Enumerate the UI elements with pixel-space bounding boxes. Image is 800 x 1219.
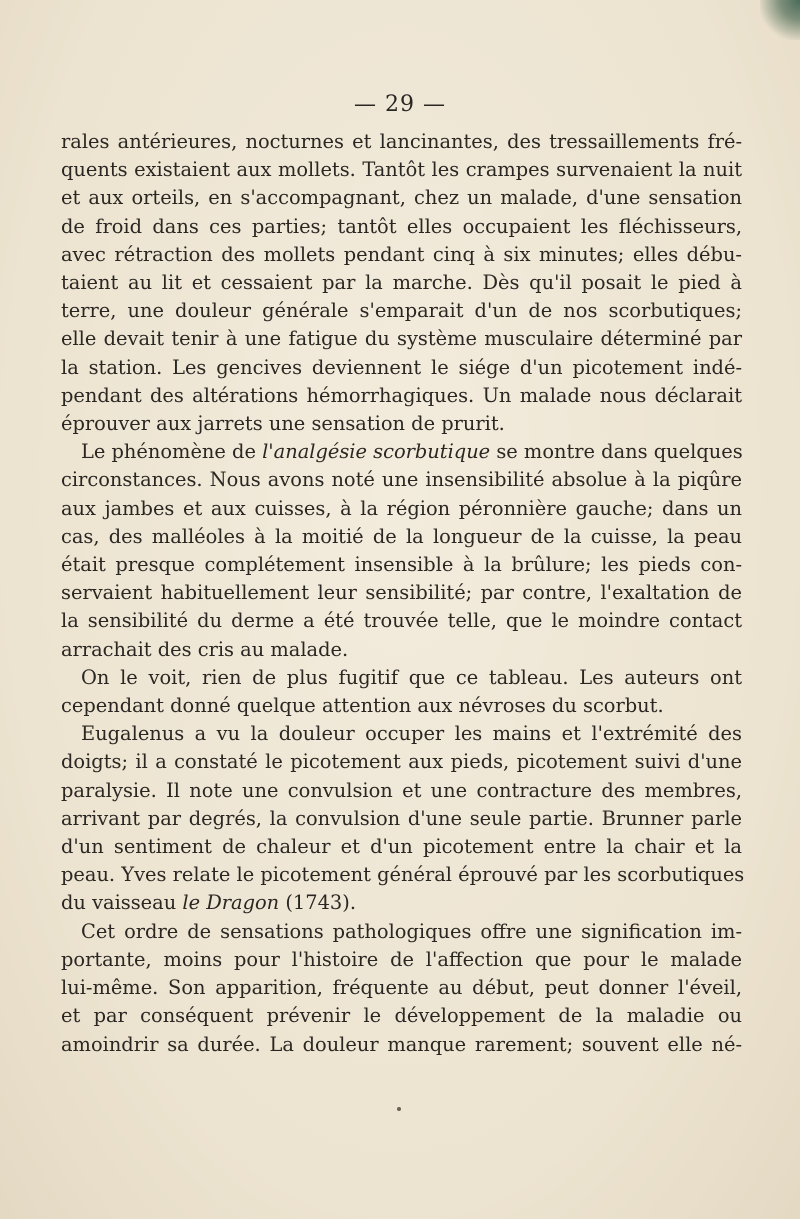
page-number: — 29 — [354, 92, 446, 117]
text-line: paralysie. Il note une convulsion et une contracture des membres, [61, 778, 742, 802]
text-line: lui-même. Son apparition, fréquente au début, peut donner l'éveil, [61, 976, 742, 1000]
text-line: et par conséquent prévenir le développement de la maladie ou [61, 1004, 742, 1028]
text-line: terre, une douleur générale s'emparait d'un de nos scorbutiques; [61, 299, 742, 323]
text-run: du vaisseau [61, 891, 183, 915]
text-run: se montre dans quelques [490, 440, 743, 464]
paragraph [61, 128, 742, 438]
text-line: d'un sentiment de chaleur et d'un picotement entre la chair et la [61, 835, 742, 859]
text-line [61, 889, 742, 917]
text-line: était presque complétement insensible à la brûlure; les pieds con- [61, 553, 742, 577]
text-line: avec rétraction des mollets pendant cinq à six minutes; elles débu- [61, 242, 742, 266]
corner-stain [760, 0, 800, 40]
text-line: Cet ordre de sensations pathologiques offre une signification im- [81, 919, 742, 943]
text-line: taient au lit et cessaient par la marche. Dès qu'il posait le pied à [61, 271, 742, 295]
text-line: servaient habituellement leur sensibilité; par contre, l'exaltation de [61, 581, 742, 605]
text-line: rales antérieures, nocturnes et lancinantes, des tressaillements fré- [61, 130, 742, 153]
text-line: elle devait tenir à une fatigue du système musculaire déterminé par [61, 327, 742, 351]
paragraph [61, 720, 745, 917]
text-line: doigts; il a constaté le picotement aux pieds, picotement suivi d'une [61, 750, 742, 774]
text-line: cas, des malléoles à la moitié de la longueur de la cuisse, la peau [61, 524, 742, 548]
text-line: aux jambes et aux cuisses, à la région péronnière gauche; dans un [61, 496, 742, 520]
body-text [61, 128, 745, 1059]
paragraph [61, 918, 742, 1059]
text-line [61, 438, 742, 466]
text-line: quents existaient aux mollets. Tantôt les crampes survenaient la nuit [61, 158, 742, 182]
text-line: Eugalenus a vu la douleur occuper les mains et l'extrémité des [81, 722, 742, 746]
text-line: pendant des altérations hémorrhagiques. Un malade nous déclarait [61, 383, 742, 407]
paragraph [61, 664, 742, 720]
text-line: de froid dans ces parties; tantôt elles occupaient les fléchisseurs, [61, 214, 742, 238]
text-line: arrivant par degrés, la convulsion d'une seule partie. Brunner parle [61, 806, 742, 830]
ink-spot [397, 1107, 401, 1111]
text-line: cependant donné quelque attention aux névroses du scorbut. [61, 694, 664, 718]
text-run: (1743). [279, 891, 356, 915]
text-line: portante, moins pour l'histoire de l'affection que pour le malade [61, 947, 742, 971]
text-line: arrachait des cris au malade. [61, 637, 349, 661]
text-line: amoindrir sa durée. La douleur manque rarement; souvent elle né- [61, 1032, 742, 1056]
text-line: la station. Les gencives deviennent le siége d'un picotement indé- [61, 355, 742, 379]
text-line: circonstances. Nous avons noté une insensibilité absolue à la piqûre [61, 468, 742, 492]
text-line: éprouver aux jarrets une sensation de prurit. [61, 412, 505, 436]
text-line: et aux orteils, en s'accompagnant, chez un malade, d'une sensation [61, 186, 742, 210]
text-run: Le phénomène de [81, 440, 263, 464]
text-line: la sensibilité du derme a été trouvée telle, que le moindre contact [61, 609, 742, 633]
text-line: peau. Yves relate le picotement général éprouvé par les scorbutiques [61, 863, 745, 887]
italic-term: l'analgésie scorbutique [262, 440, 491, 464]
text-line: On le voit, rien de plus fugitif que ce tableau. Les auteurs ont [81, 665, 742, 689]
paragraph [61, 438, 742, 664]
italic-ship-name: le Dragon [182, 891, 280, 915]
